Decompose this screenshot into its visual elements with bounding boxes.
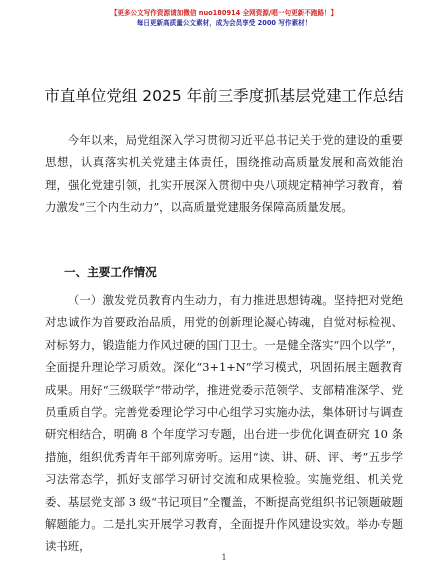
section-paragraph-block xyxy=(45,289,403,558)
promo-line-1: 【更多公文写作资源请加微信 nuo180914 全网资源/唱一句更新不跑路！】 xyxy=(110,9,338,17)
intro-paragraph-block xyxy=(45,129,403,219)
section-paragraph: （一）激发党员教育内生动力，有力推进思想铸魂。坚持把对党绝对忠诚作为首要政治品质，用党的创新理论凝心铸魂，自觉对标检视、对标努力，锻造能力作风过硬的国门卫士。一是健全落实“四个以学”，全面提升理论学习质效。深化“3+1+N”学习模式，巩固拓展主题教育成果。用好“三级联学”带动学，推进党委示范领学、支部精准深学、党员重质自学。完善党委理论学习中心组学习实施办法，集体研讨与调查研究相结合，明确 8 个年度学习专题，出台进一步优化调查研究 10 条措施，组织优秀青年干部列席旁听。运用“读、讲、研、评、考”五步学习法常态学，抓好支部学习研讨交流和成果检验。实施党组、机关党委、基层党支部 3 级“书记项目”全覆盖，不断提高党组织书记领题破题解题能力。二是扎实开展学习教育，全面提升作风建设实效。举办专题读书班， xyxy=(45,293,403,554)
document-title: 市直单位党组 2025 年前三季度抓基层党建工作总结 xyxy=(44,87,404,105)
section-heading: 一、主要工作情况 xyxy=(64,265,157,279)
intro-paragraph: 今年以来，局党组深入学习贯彻习近平总书记关于党的建设的重要思想，认真落实机关党建主体责任，围绕推动高质量发展和高效能治理，强化党建引领，扎实开展深入贯彻中央八项规定精神学习教育，着力激发“三个内生动力”，以高质量党建服务保障高质量发展。 xyxy=(45,133,403,215)
promo-banner xyxy=(0,8,448,28)
page-number: 1 xyxy=(221,553,227,562)
promo-line-2: 每日更新高质量公文素材，成为会员享受 2000 写作素材！ xyxy=(136,19,312,27)
